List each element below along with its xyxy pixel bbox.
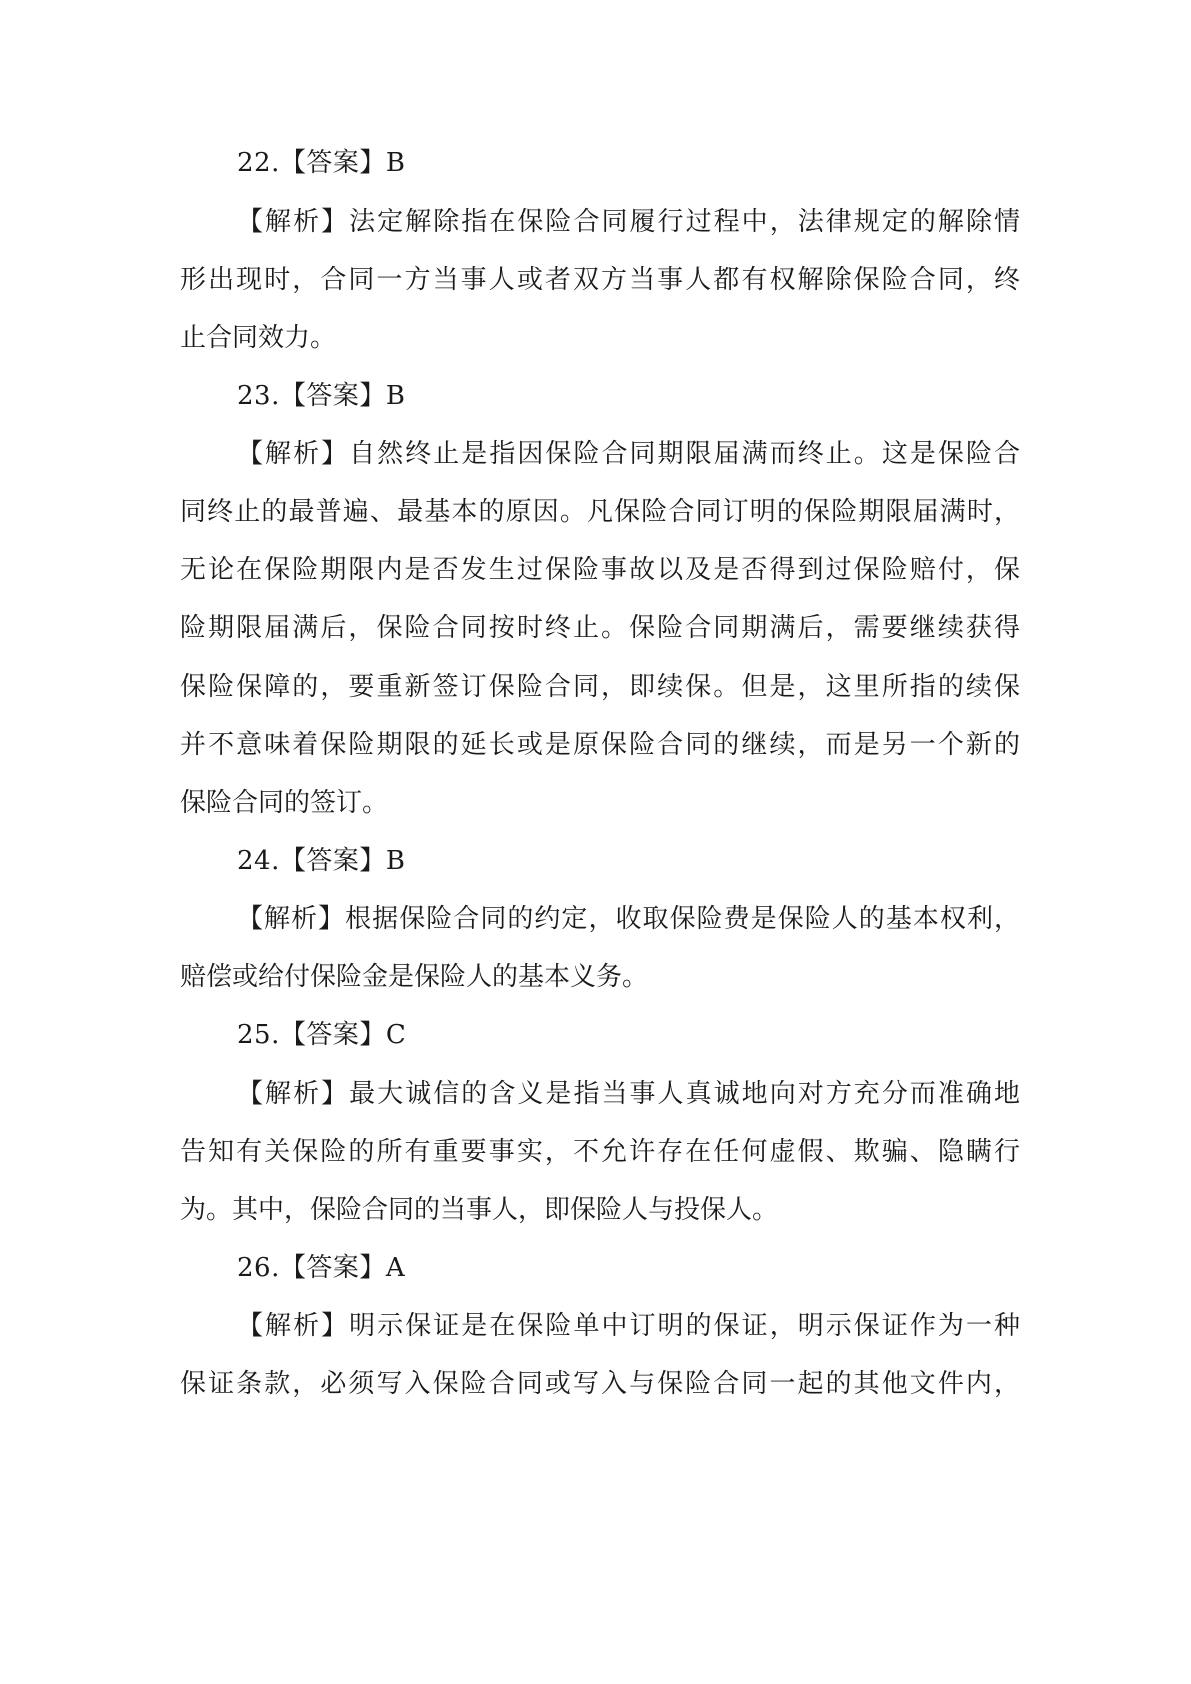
- analysis-26-line-1: 【解析】明示保证是在保险单中订明的保证，明示保证作为一种: [237, 1311, 1020, 1341]
- analysis-23-line-7: 保险合同的签订。: [180, 788, 389, 818]
- analysis-24-line-1: 【解析】根据保险合同的约定，收取保险费是保险人的基本权利，: [237, 904, 1020, 934]
- analysis-23-line-4: 险期限届满后，保险合同按时终止。保险合同期满后，需要继续获得: [180, 613, 1020, 643]
- analysis-22-line-2: 形出现时，合同一方当事人或者双方当事人都有权解除保险合同，终: [180, 265, 1020, 295]
- answer-25: 25.【答案】C: [237, 1020, 407, 1050]
- analysis-22-line-1: 【解析】法定解除指在保险合同履行过程中，法律规定的解除情: [237, 207, 1020, 237]
- analysis-26-line-2: 保证条款，必须写入保险合同或写入与保险合同一起的其他文件内，: [180, 1369, 1020, 1399]
- analysis-22-line-3: 止合同效力。: [180, 323, 337, 353]
- analysis-25-line-1: 【解析】最大诚信的含义是指当事人真诚地向对方充分而准确地: [237, 1079, 1020, 1109]
- analysis-25-line-2: 告知有关保险的所有重要事实，不允许存在任何虚假、欺骗、隐瞒行: [180, 1137, 1020, 1167]
- analysis-23-line-1: 【解析】自然终止是指因保险合同期限届满而终止。这是保险合: [237, 439, 1020, 469]
- analysis-23-line-5: 保险保障的，要重新签订保险合同，即续保。但是，这里所指的续保: [180, 672, 1020, 702]
- analysis-23-line-6: 并不意味着保险期限的延长或是原保险合同的继续，而是另一个新的: [180, 730, 1020, 760]
- answer-22: 22.【答案】B: [237, 148, 406, 178]
- answer-26: 26.【答案】A: [237, 1253, 406, 1283]
- analysis-23-line-3: 无论在保险期限内是否发生过保险事故以及是否得到过保险赔付，保: [180, 555, 1020, 585]
- answer-24: 24.【答案】B: [237, 846, 406, 876]
- analysis-25-line-3: 为。其中，保险合同的当事人，即保险人与投保人。: [180, 1195, 779, 1225]
- analysis-23-line-2: 同终止的最普遍、最基本的原因。凡保险合同订明的保险期限届满时，: [180, 497, 1020, 527]
- answer-23: 23.【答案】B: [237, 381, 406, 411]
- analysis-24-line-2: 赔偿或给付保险金是保险人的基本义务。: [180, 962, 649, 992]
